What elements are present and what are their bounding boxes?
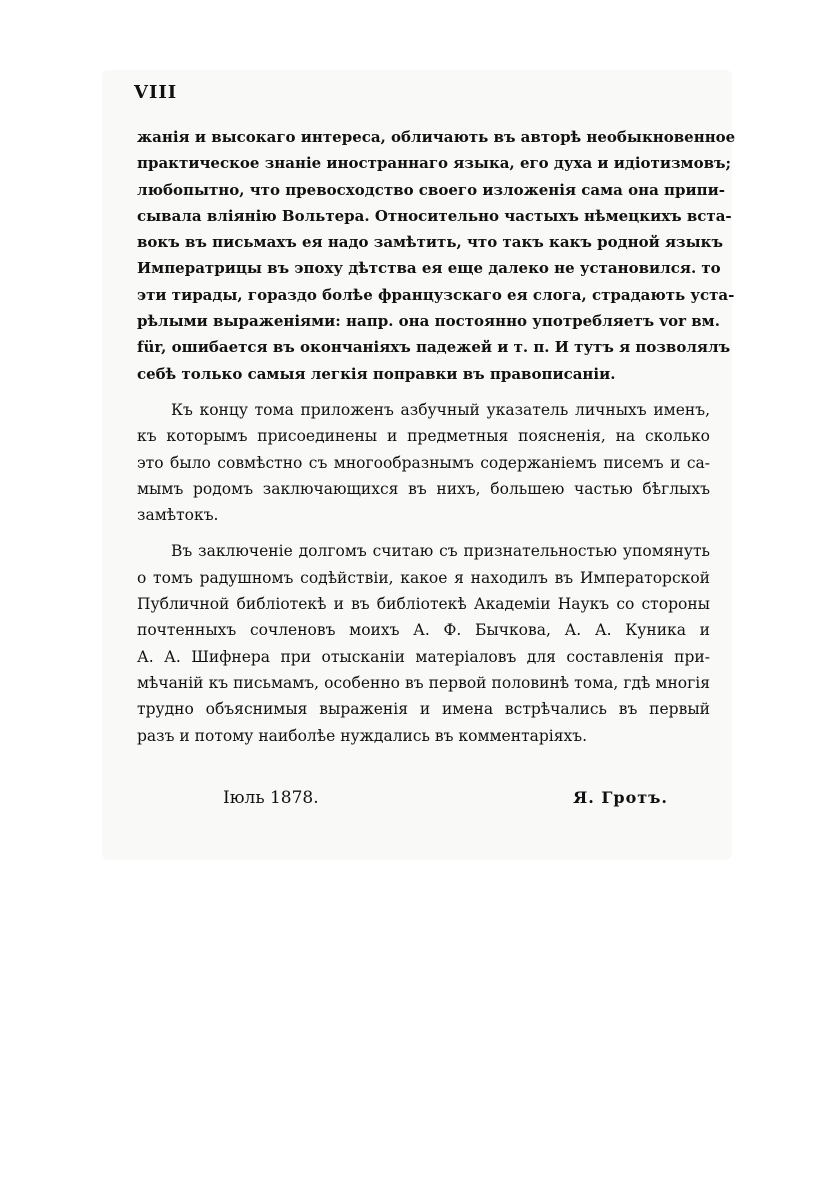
signature-row bbox=[137, 788, 710, 818]
text-line: это было совмѣстно съ многообразнымъ содержаніемъ писемъ и са- bbox=[137, 453, 710, 472]
text-line: практическое знаніе иностраннаго языка, его духа и идіотизмовъ; bbox=[137, 154, 732, 173]
text-line: эти тирады, гораздо болѣе французскаго ея слога, страдають уста- bbox=[137, 285, 735, 304]
text-line: мымъ родомъ заключающихся въ нихъ, большею частью бѣглыхъ bbox=[137, 479, 710, 498]
paragraph-2 bbox=[137, 397, 710, 528]
text-line: für, ошибается въ окончаніяхъ падежей и т. п. И тутъ я позволялъ bbox=[137, 338, 731, 357]
text-line: Публичной библіотекѣ и въ библіотекѣ Академіи Наукъ со стороны bbox=[137, 595, 710, 614]
date: Іюль 1878. bbox=[223, 788, 319, 808]
body-text bbox=[137, 124, 736, 749]
paragraph-1 bbox=[137, 124, 736, 387]
author-signature: Я. Гротъ. bbox=[573, 788, 668, 807]
text-line: къ которымъ присоединены и предметныя поясненія, на сколько bbox=[137, 427, 710, 446]
text-line: разъ и потому наиболѣе нуждались въ комментаріяхъ. bbox=[137, 726, 588, 745]
text-line: мѣчаній къ письмамъ, особенно въ первой половинѣ тома, гдѣ многія bbox=[137, 673, 710, 692]
text-line: о томъ радушномъ содѣйствіи, какое я находилъ въ Императорской bbox=[137, 568, 710, 587]
text-line: замѣтокъ. bbox=[137, 506, 219, 525]
text-line: жанія и высокаго интереса, обличають въ авторѣ необыкновенное bbox=[137, 128, 736, 146]
text-line: А. А. Шифнера при отысканіи матеріаловъ для составленія при- bbox=[137, 647, 710, 666]
text-line: любопытно, что превосходство своего изложенія сама она припи- bbox=[137, 180, 725, 199]
paragraph-3 bbox=[137, 538, 710, 748]
text-line: сывала вліянію Вольтера. Относительно частыхъ нѣмецкихъ вста- bbox=[137, 206, 732, 225]
text-line: себѣ только самыя легкія поправки въ правописаніи. bbox=[137, 364, 616, 383]
text-line: почтенныхъ сочленовъ моихъ А. Ф. Бычкова, А. А. Куника и bbox=[137, 621, 710, 640]
text-line: вокъ въ письмахъ ея надо замѣтить, что такъ какъ родной языкъ bbox=[137, 233, 723, 252]
text-line: рѣлыми выраженіями: напр. она постоянно употребляетъ vor вм. bbox=[137, 312, 720, 331]
page-number: VIII bbox=[134, 82, 178, 103]
text-line: трудно объяснимыя выраженія и имена встрѣчались въ первый bbox=[137, 700, 710, 719]
text-line: Императрицы въ эпоху дѣтства ея еще далеко не установился. то bbox=[137, 259, 721, 278]
text-line: Въ заключеніе долгомъ считаю съ признательностью упомянуть bbox=[171, 542, 710, 561]
text-line: Къ концу тома приложенъ азбучный указатель личныхъ именъ, bbox=[171, 400, 710, 419]
